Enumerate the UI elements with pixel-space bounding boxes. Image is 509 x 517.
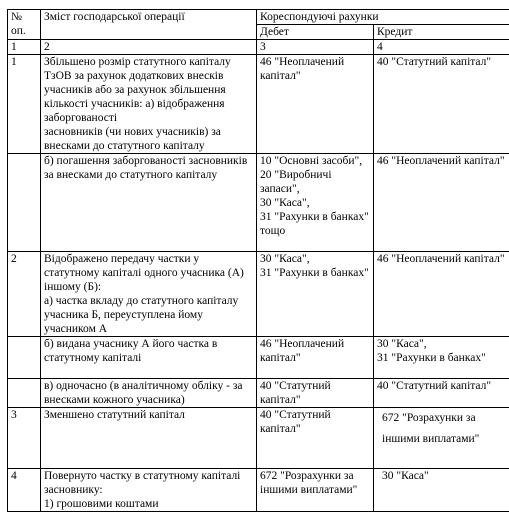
row-debit: 30 "Каса", 31 "Рахунки в банках" — [257, 252, 374, 337]
table-row — [8, 408, 509, 469]
row-content: б) видана учаснику А його частка в статутному капіталі — [41, 337, 257, 379]
row-credit: 46 "Неоплачений капітал" — [374, 252, 509, 337]
document-page — [7, 9, 509, 512]
row-debit: 40 "Статутний капітал" — [257, 379, 374, 408]
column-numbers-row — [8, 40, 509, 55]
row-content: Збільшено розмір статутного капіталу ТзОВ за рахунок додаткових внесків учасників або за рахунок збільшення кількості учасників: а) відображення заборгованості засновників (чи нових учасників) за внесками до статутного капіталу — [41, 55, 257, 154]
row-content: в) одночасно (в аналітичному обліку - за внесками кожного учасника) — [41, 379, 257, 408]
table-row — [8, 379, 509, 408]
row-credit: 30 "Каса" — [374, 469, 509, 512]
row-credit: 40 "Статутний капітал" — [374, 55, 509, 154]
row-debit: 40 "Статутний капітал" — [257, 408, 374, 469]
row-debit: 672 "Розрахунки за іншими виплатами" — [257, 469, 374, 512]
row-credit: 30 "Каса", 31 "Рахунки в банках" — [374, 337, 509, 379]
row-debit: 46 "Неоплачений капітал" — [257, 337, 374, 379]
table-row — [8, 469, 509, 512]
header-content: Зміст господарської операції — [41, 10, 257, 40]
table-row — [8, 252, 509, 337]
accounting-table — [7, 9, 509, 512]
table-row — [8, 154, 509, 252]
table-row — [8, 55, 509, 154]
row-credit: 46 "Неоплачений капітал" — [374, 154, 509, 252]
row-num — [8, 379, 41, 408]
header-row — [8, 10, 509, 25]
row-num: 3 — [8, 408, 41, 469]
row-content: б) погашення заборгованості засновників за внесками до статутного капіталу — [41, 154, 257, 252]
row-credit: 40 "Статутний капітал" — [374, 379, 509, 408]
row-content: Зменшено статутний капітал — [41, 408, 257, 469]
row-content: Відображено передачу частки у статутному капіталі одного учасника (А) іншому (Б): а) частка вкладу до статутного капіталу учасника Б, переуступлена йому учасником А — [41, 252, 257, 337]
column-number: 1 — [8, 40, 41, 55]
row-num: 4 — [8, 469, 41, 512]
table-row — [8, 337, 509, 379]
row-num — [8, 154, 41, 252]
row-credit: 672 "Розрахунки за іншими виплатами" — [374, 408, 509, 469]
column-number: 2 — [41, 40, 257, 55]
header-num: № оп. — [8, 10, 41, 40]
header-debit: Дебет — [257, 25, 374, 40]
row-debit: 10 "Основні засоби", 20 "Виробничі запаси", 30 "Каса", 31 "Рахунки в банках" тощо — [257, 154, 374, 252]
row-content: Повернуто частку в статутному капіталі засновнику: 1) грошовими коштами — [41, 469, 257, 512]
row-debit: 46 "Неоплачений капітал" — [257, 55, 374, 154]
header-credit: Кредит — [374, 25, 509, 40]
row-num: 1 — [8, 55, 41, 154]
row-num: 2 — [8, 252, 41, 337]
row-num — [8, 337, 41, 379]
column-number: 3 — [257, 40, 374, 55]
column-number: 4 — [374, 40, 509, 55]
header-accounts: Кореспондуючі рахунки — [257, 10, 509, 25]
